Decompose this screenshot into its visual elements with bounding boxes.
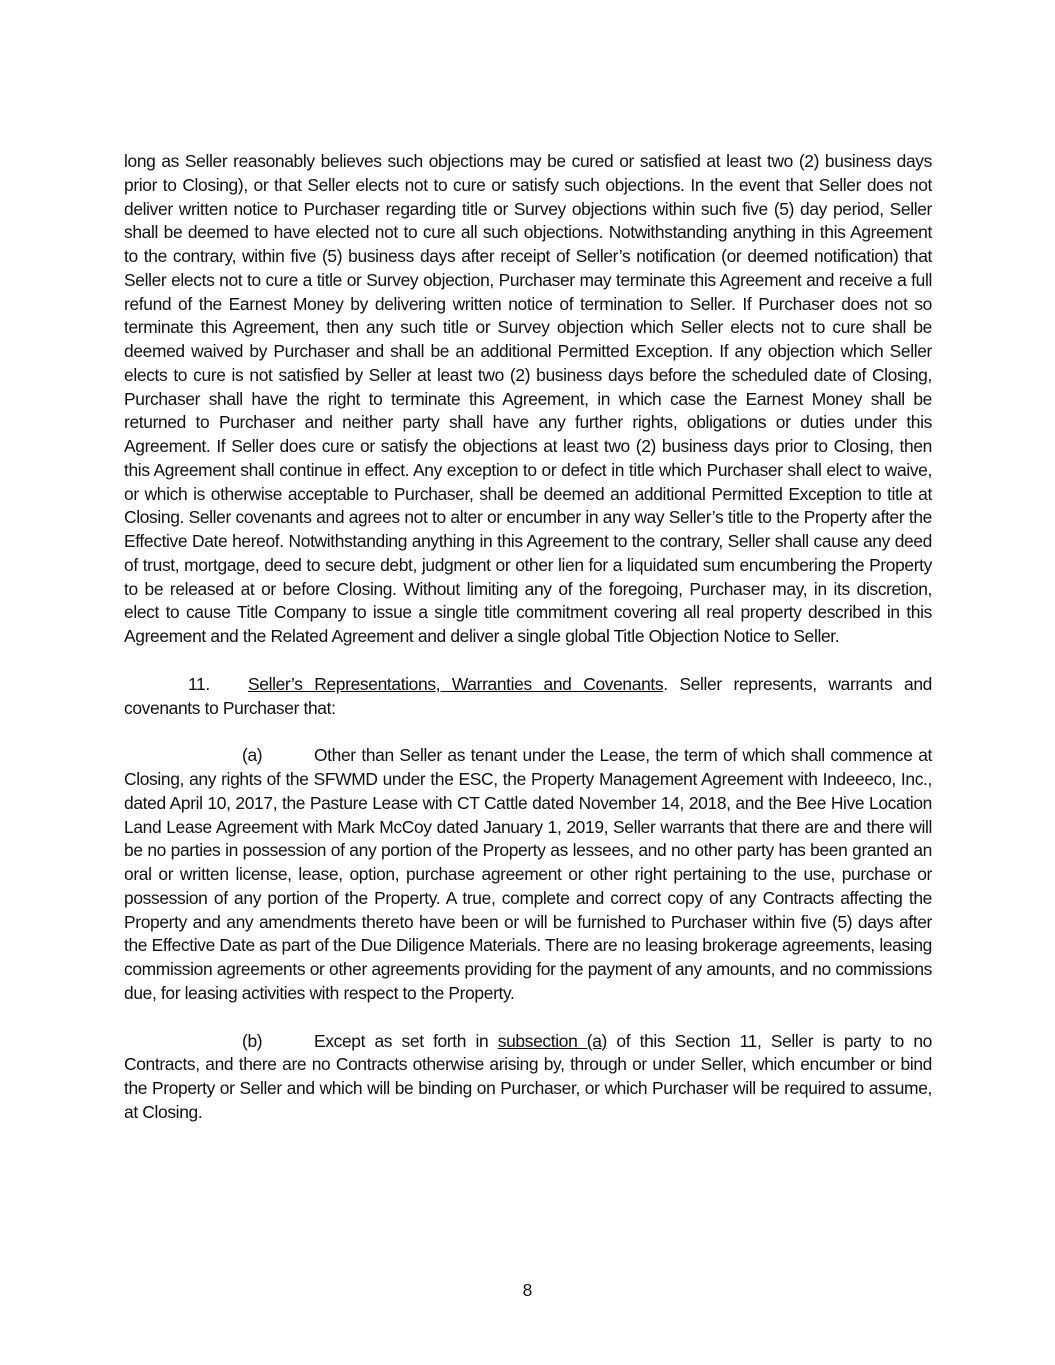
- subsection-b-paragraph: [124, 1030, 932, 1125]
- subsection-b-text-after: of this Section 11, Seller is party to no Contracts, and there are no Contracts otherwise arising by, through or under Seller, which encumber or bind the Property or Seller and which will be binding on Purchaser, or which Purchaser will be required to assume, at Closing.: [124, 1030, 932, 1122]
- subsection-a-reference: subsection (a): [497, 1030, 607, 1051]
- subsection-a-label: (a): [242, 745, 263, 766]
- subsection-b-label: (b): [242, 1030, 263, 1051]
- section-number: 11.: [188, 673, 210, 694]
- document-page: [124, 150, 932, 1125]
- spacer: [124, 720, 932, 744]
- spacer: [124, 649, 932, 673]
- subsection-a-paragraph: [124, 744, 932, 1005]
- subsection-a-text: Other than Seller as tenant under the Lease, the term of which shall commence at Closing, any rights of the SFWMD under the ESC, the Property Management Agreement with Indeeeco, Inc., dated April 10, 2017, the Pasture Lease with CT Cattle dated November 14, 2018, and the Bee Hive Location Land Lease Agreement with Mark McCoy dated January 1, 2019, Seller warrants that there are and there will be no parties in possession of any portion of the Property as lessees, and no other party has been granted an oral or written license, lease, option, purchase agreement or other right pertaining to the use, purchase or possession of any portion of the Property. A true, complete and correct copy of any Contracts affecting the Property and any amendments thereto have been or will be furnished to Purchaser within five (5) days after the Effective Date as part of the Due Diligence Materials. There are no leasing brokerage agreements, leasing commission agreements or other agreements providing for the payment of any amounts, and no commissions due, for leasing activities with respect to the Property.: [124, 745, 932, 1003]
- spacer: [124, 1006, 932, 1030]
- section-intro: Seller represents, warrants and covenants to Purchaser that:: [124, 673, 932, 718]
- paragraph-title-objections: long as Seller reasonably believes such objections may be cured or satisfied at least two (2) business days prior to Closing), or that Seller elects not to cure or satisfy such objections. In the event that Seller does not deliver written notice to Purchaser regarding title or Survey objections within such five (5) day period, Seller shall be deemed to have elected not to cure all such objections. Notwithstanding anything in this Agreement to the contrary, within five (5) business days after receipt of Seller’s notification (or deemed notification) that Seller elects not to cure a title or Survey objection, Purchaser may terminate this Agreement and receive a full refund of the Earnest Money by delivering written notice of termination to Seller. If Purchaser does not so terminate this Agreement, then any such title or Survey objection which Seller elects not to cure shall be deemed waived by Purchaser and shall be an additional Permitted Exception. If any objection which Seller elects to cure is not satisfied by Seller at least two (2) business days before the scheduled date of Closing, Purchaser shall have the right to terminate this Agreement, in which case the Earnest Money shall be returned to Purchaser and neither party shall have any further rights, obligations or duties under this Agreement. If Seller does cure or satisfy the objections at least two (2) business days prior to Closing, then this Agreement shall continue in effect. Any exception to or defect in title which Purchaser shall elect to waive, or which is otherwise acceptable to Purchaser, shall be deemed an additional Permitted Exception to title at Closing. Seller covenants and agrees not to alter or encumber in any way Seller’s title to the Property after the Effective Date hereof. Notwithstanding anything in this Agreement to the contrary, Seller shall cause any deed of trust, mortgage, deed to secure debt, judgment or other lien for a liquidated sum encumbering the Property to be released at or before Closing. Without limiting any of the foregoing, Purchaser may, in its discretion, elect to cause Title Company to issue a single title commitment covering all real property described in this Agreement and the Related Agreement and deliver a single global Title Objection Notice to Seller.: [124, 151, 932, 646]
- section-heading-period: .: [663, 673, 668, 694]
- page-number: 8: [522, 1280, 533, 1300]
- section-11-paragraph: [124, 673, 932, 721]
- subsection-b-text-before: Except as set forth in: [314, 1030, 498, 1051]
- section-heading: Seller’s Representations, Warranties and Covenants: [248, 673, 664, 694]
